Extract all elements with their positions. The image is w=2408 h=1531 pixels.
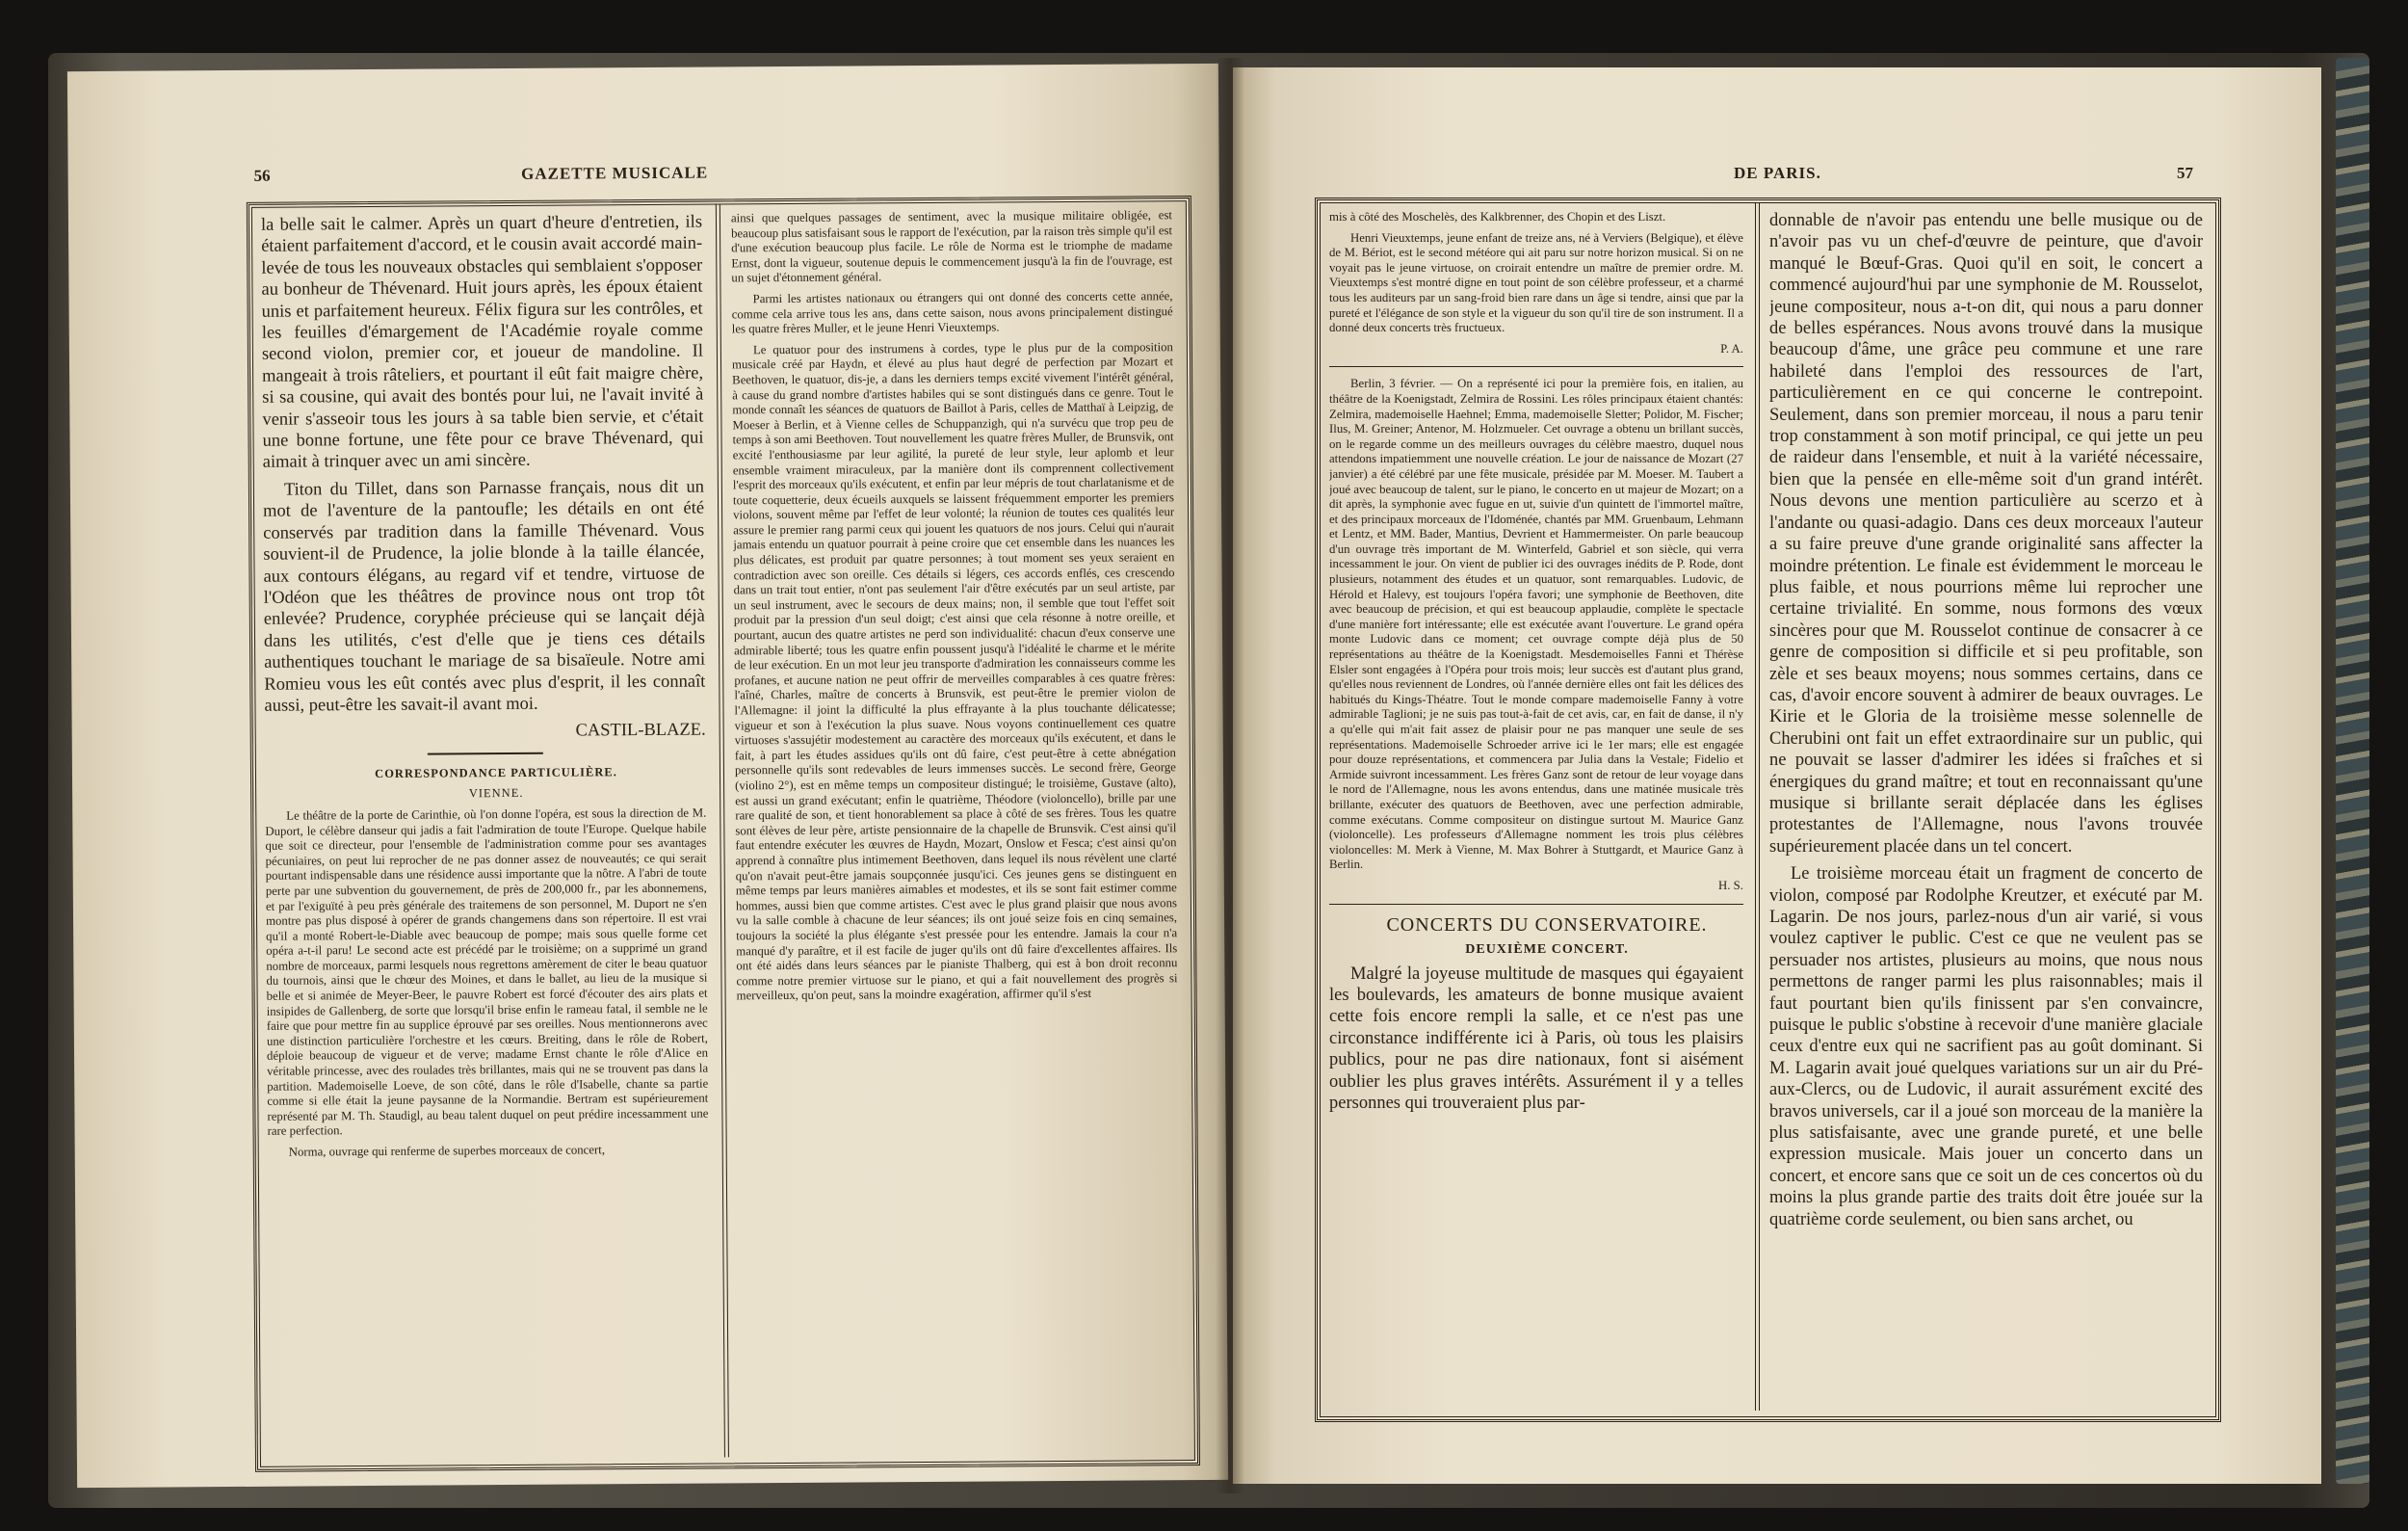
running-head-right: DE PARIS. xyxy=(1734,164,1821,182)
left-column-2 xyxy=(731,208,1181,1454)
left-column-1 xyxy=(261,212,711,1458)
section-divider xyxy=(1329,904,1743,905)
right-column-2 xyxy=(1769,210,2203,1410)
left-page xyxy=(67,64,1228,1488)
right-column-rule xyxy=(1755,203,1760,1411)
section-divider xyxy=(1329,366,1743,367)
paragraph: la belle sait le calmer. Après un quart d'heure d'entretien, ils étaient parfaitement d'accord, et le cousin avait accordé main-levée de tous les nouveaux obstacles qui semblaient s'opposer au bonheur de Thévenard. Huit jours après, les époux étaient unis et parfaitement heureux. Félix figura sur les contrôles, et les feuilles d'émargement de l'Académie royale comme second violon, premier cor, et joueur de mandoline. Il mangeait à trois râteliers, et pourtant il eût fait maigre chère, si sa cousine, qui avait des bontés pour lui, ne l'avait invité à venir s'asseoir tous les jours à sa table bien servie, et c'était une bonne fortune, une fête pour ce brave Thévenard, qui aimait à trinquer avec un ami sincère. xyxy=(260,212,704,473)
signature: CASTIL-BLAZE. xyxy=(575,720,706,741)
paragraph: Malgré la joyeuse multitude de masques qui égayaient les boulevards, les amateurs de bonne musique avaient cette fois encore rempli la salle, et ce n'est pas une circonstance indifférente ici à Paris, où tous les plaisirs publics, pour ne pas dire nationaux, font si aisément oublier les plus graves intérêts. Assurément il y a telles personnes qui trouveraient plus par- xyxy=(1329,963,1743,1113)
concert-subtitle: DEUXIÈME CONCERT. xyxy=(1465,941,1629,957)
paragraph: Titon du Tillet, dans son Parnasse français, nous dit un mot de l'aventure de la pantoufle; les détails en ont été conservés par tradition dans la famille Thévenard. Vous souvient-il de Prudence, la jolie blonde à la taille élancée, aux contours élégans, au regard vif et tendre, virtuose de l'Odéon que les théâtres de province nous ont trop tôt enlevée? Prudence, coryphée précieuse qui se lançait déjà dans les utilités, c'est d'elle que je tiens ces détails authentiques touchant le mariage de sa bisaïeule. Notre ami Romieu vous les eût contés avec plus d'esprit, il les connaît aussi, peut-être les savait-il avant moi. xyxy=(263,477,706,716)
section-heading: CORRESPONDANCE PARTICULIÈRE. xyxy=(375,764,617,780)
marbled-page-edge xyxy=(2336,58,2369,1484)
signature: P. A. xyxy=(1720,341,1743,356)
concert-title: CONCERTS DU CONSERVATOIRE. xyxy=(1386,913,1708,936)
paragraph: Le troisième morceau était un fragment de concerto de violon, composé par Rodolphe Kreutzer, et exécuté par M. Lagarin. De nos jours, parlez-nous d'un air varié, si vous voulez captiver le public. C'est ce que ne veulent pas se persuader nos artistes, plusieurs au moins, que nous nous permettons de ranger parmi les plus raisonnables; mais il faut pourtant bien qu'ils finissent par s'en convaincre, puisque le public s'obstine à recevoir d'une manière glaciale ceux d'entre eux qui ne sacrifient pas au goût dominant. Si M. Lagarin avait joué quelques variations sur un air du Pré-aux-Clercs, ou de Ludovic, il aurait assurément excité des bravos universels, car il a joué son morceau de la manière la plus satisfaisante, avec une grande pureté, et une belle expression musicale. Mais jouer un concerto dans un concert, et encore sans que ce soit un de ces concertos où du moins la plus grande partie des traits doit être jouée sur la quatrième corde seulement, ou bien sans archet, ou xyxy=(1769,864,2203,1229)
book-gutter xyxy=(1216,58,1244,1493)
paragraph: Norma, ouvrage qui renferme de superbes morceaux de concert, xyxy=(288,1143,606,1159)
page-number-left: 56 xyxy=(253,166,271,185)
signature: H. S. xyxy=(1718,878,1743,892)
paragraph: Berlin, 3 février. — On a représenté ici pour la première fois, en italien, au théâtre de la Koenigstadt, Zelmira de Rossini. Les rôles principaux étaient chantés: Zelmira, mademoiselle Haehnel; Emma, mademoiselle Sletter; Polidor, M. Fischer; Ilus, M. Greiner; Antenor, M. Holzmueler. Cet ouvrage a obtenu un brillant succès, on le regarde comme un des meilleurs ouvrages du célèbre maestro, duquel nous attendons impatiemment une nouvelle création. Le jour de naissance de Mozart (27 janvier) a été célébré par une fête musicale, présidée par M. Moeser. M. Taubert a joué avec beaucoup de talent, sur le piano, le concerto en ut majeur de Mozart; on a dit après, la symphonie avec fugue en ut, suivie d'un quintett de l'immortel maître, et des principaux morceaux de l'Idoménée, chantés par MM. Gruenbaum, Lehmann et Lentz, et MM. Bader, Mantius, Devrient et Hammermeister. On parle beaucoup d'un ouvrage très important de M. Winterfeld, Gabriel et son siècle, qui verra incessamment le jour. On vient de publier ici des ouvrages inédits de P. Rode, dont plusieurs, notamment des études et un quatuor, sont remarquables. Ludovic, de Hérold et Halevy, est toujours l'opéra favori; une symphonie de Beethoven, dite avec beaucoup de précision, et qui est beaucoup applaudie, complète le spectacle d'une manière fort intéressante; elle est exécutée avant l'ouverture. Le grand opéra monte Ludovic dans ce moment; cet ouvrage compte déjà plus de 50 représentations au théâtre de la Koenigstadt. Mesdemoiselles Fanni et Thérèse Elsler sont engagées à l'Opéra pour trois mois; leur succès est d'autant plus grand, qu'elles nous reviennent de Londres, où l'année dernière elles ont fait les délices des habitués du Kings-Théatre. Tout le monde compare mademoiselle Fanny à votre admirable Taglioni; je ne suis pas tout-à-fait de cet avis, car, en fait de danse, il n'y a qu'elle qui m'ait fait assez de plaisir pour ne pas manquer une seule de ses représentations. Mademoiselle Schroeder arrive ici le 1er mars; elle est engagée pour douze représentations, et commencera par Julia dans la Vestale; Fidelio et Armide suivront incessamment. Les frères Ganz sont de retour de leur voyage dans le nord de l'Allemagne, nous les avons entendus, dans une matinée musicale très brillante, exécuter des quatuors de Beethoven, avec une perfection admirable, comme exécutans. Comme compositeur on distingue surtout M. Maurice Ganz (violoncelle). Les professeurs d'Allemagne nomment les trois plus célèbres violoncelles: M. Merk à Vienne, M. Max Bohrer à Stuttgardt, et Maurice Ganz à Berlin. xyxy=(1329,377,1743,872)
paragraph: ainsi que quelques passages de sentiment, avec la musique militaire obligée, est beaucoup plus satisfaisant sous le rapport de l'exécution, par la raison très simple qu'il est d'une exécution beaucoup plus facile. Le rôle de Norma est le triomphe de madame Ernst, dont la vigueur, soutenue depuis le commencement jusqu'à la fin de l'ouvrage, est un sujet d'étonnement général. xyxy=(730,208,1173,285)
city-heading: VIENNE. xyxy=(468,786,524,801)
paragraph: Parmi les artistes nationaux ou étrangers qui ont donné des concerts cette année, comme cela arrive tous les ans, dans cette saison, nous avons principalement distingué les quatre frères Muller, et le jeune Henri Vieuxtemps. xyxy=(731,289,1173,336)
page-number-right: 57 xyxy=(2177,164,2193,182)
right-column-1 xyxy=(1329,210,1743,1410)
right-page xyxy=(1233,67,2321,1484)
paragraph: Le quatuor pour des instrumens à cordes, type le plus pur de la composition musicale créé par Haydn, et élevé au plus haut degré de perfection par Mozart et Beethoven, le quatuor, dis-je, a dans les derniers temps excité vivement l'intérêt général, à cause du grand nombre d'artistes habiles qui se sont distingués dans ce genre. Tout le monde connaît les séances de quatuors de Baillot à Paris, celles de Matthaï à Leipzig, de Moeser à Berlin, et à Vienne celles de Schuppanzigh, qui n'a survécu que trop peu de temps à son ami Beethoven. Tout nouvellement les quatre frères Muller, de Brunsvik, ont excité l'enthousiasme par leur agilité, la pureté de leur style, leur aplomb et leur ensemble vraiment miraculeux, par la manière dont ils comprennent collectivement l'esprit des morceaux qu'ils exécutent, et enfin par leur mépris de tout charlatanisme et de toute coquetterie, deux écueils auxquels se laissent fréquemment emporter les premiers violons, souvent même par l'effet de leur volonté; la réunion de toutes ces qualités leur assure le premier rang parmi ceux qui jouent les quatuors de nos jours. Celui qui n'aurait jamais entendu un quatuor pourrait à peine croire que cet ensemble dans les nuances les plus délicates, est produit par quatre personnes; à tout moment ses yeux seraient en contradiction avec son oreille. Ces détails si légers, ces accords enflés, ces crescendo dans un trait tout entier, n'ont pas seulement l'air d'être exécutés par un seul artiste, par un seul instrument, avec le secours de deux mains; non, il semble que tout l'effet soit produit par la pression d'un seul doigt; c'est ainsi que cela résonne à notre oreille, et pourtant, aucun des quatre artistes ne perd son individualité: chacun d'eux conserve une admirable liberté; tous les quatre enfin poussent jusqu'à l'idéalité le charme et le mérite de leur exécution. En un mot leur jeu transporte d'admiration les connaisseurs comme les profanes, et aucune nation ne peut offrir de merveilles comparables à ces quatre frères: l'aîné, Charles, maître de concerts à Brunsvik, est peut-être le premier violon de l'Allemagne: il joint la difficulté la plus effrayante à la plus touchante délicatesse; vigueur et son à l'exécution la plus suave. Nous voyons continuellement ces quatre virtuoses s'assujétir modestement au caractère des morceaux qu'ils exécutent, et dans le fait, à part les études assidues qu'ils ont dû faire, c'est peut-être à cette abnégation personnelle qu'ils sont redevables de leurs immenses succès. Le second frère, George (violino 2°), est en même temps un compositeur distingué; le troisième, Gustave (alto), est aussi un grand exécutant; enfin le quatrième, Théodore (violoncello), brille par une rare qualité de son, et tient honorablement sa place à côté de ses frères. Tous les quatre sont élèves de leur père, artiste pensionnaire de la chapelle de Brunsvik. C'est ainsi qu'il faut entendre exécuter les œuvres de Haydn, Mozart, Onslow et Fesca; c'est ainsi qu'on apprend à connaître plus intimement Beethoven, dans lequel ils nous révèlent une clarté qu'on n'avait peut-être jamais soupçonnée jusqu'ici. Ces jeunes gens se distinguent en même temps par leurs manières aimables et modestes, et ils se sont fait estimer comme hommes, aussi bien que comme artistes. C'est avec le plus grand plaisir que nous avons vu la salle comble à chacune de leur séances; ils ont joué seize fois en cinq semaines, toujours la société la plus élégante s'est pressée pour les entendre. Jamais la cour n'a manqué d'y paraître, et il est facile de juger qu'ils ont dû faire d'excellentes affaires. Ils ont été aidés dans leurs séances par le pianiste Thalberg, qui est à bon droit reconnu comme notre premier virtuose sur le piano, et qui a fait nouvellement des progrès si merveilleux, qu'on peut, sans la moindre exagération, affirmer qu'il s'est xyxy=(731,339,1178,1003)
paragraph: Henri Vieuxtemps, jeune enfant de treize ans, né à Verviers (Belgique), et élève de M. Bériot, est le second météore qui ait paru sur notre horizon musical. Si on ne voyait pas le jeune virtuose, on croirait entendre un maître de premier ordre. M. Vieuxtemps s'est montré digne en tout point de son célèbre professeur, et a charmé tous les auditeurs par un sang-froid bien rare dans un âge si tendre, ainsi que par la pureté et l'élégance de son style et la vigueur du son qu'il tire de son instrument. Il a donné deux concerts très fructueux. xyxy=(1329,230,1743,335)
paragraph: donnable de n'avoir pas entendu une belle musique ou de n'avoir pas vu un chef-d'œuvre de peinture, que d'avoir manqué le Bœuf-Gras. Quoi qu'il en soit, le concert a commencé aujourd'hui par une symphonie de M. Rousselot, jeune compositeur, nous a-t-on dit, qui nous a paru donner de belles espérances. Nous avons trouvé dans la musique beaucoup d'âme, une grâce peu commune et une rare habileté dans l'emploi des ressources de l'art, particulièrement en ce qui concerne le contrepoint. Seulement, dans son premier morceau, il nous a paru tenir trop constamment à son motif principal, ce qui jette un peu de raideur dans l'ensemble, et nuit à la variété nécessaire, bien que la pensée en elle-même soit d'un grand intérêt. Nous devons une mention particulière au scerzo et à l'andante ou quasi-adagio. Dans ces deux morceaux l'auteur a su faire preuve d'une grande originalité sans affecter la moindre prétention. Le finale est évidemment le morceau le plus faible, et nous pourrions même lui reprocher une certaine trivialité. En somme, nous formons des vœux sincères pour que M. Rousselot continue de consacrer à ce genre de composition si difficile et si peu profitable, son zèle et ses beaux moyens; nous sommes certains, dans ce cas, d'avoir encore souvent à admirer de beaux ouvrages. Le Kirie et le Gloria de la troisième messe solennelle de Cherubini ont fait un effet extraordinaire sur un public, qui ne pouvait se lasser d'admirer les idées si fraîches et si énergiques du grand maître; et tout en reconnaissant qu'une musique si brillante serait déplacée dans les églises protestantes de l'Allemagne, nous l'avons trouvée supérieurement placée dans un tel concert. xyxy=(1769,211,2203,857)
paragraph: mis à côté des Moschelès, des Kalkbrenner, des Chopin et des Liszt. xyxy=(1329,210,1666,224)
running-head-left: GAZETTE MUSICALE xyxy=(521,163,709,183)
section-divider xyxy=(428,752,543,755)
paragraph: Le théâtre de la porte de Carinthie, où l'on donne l'opéra, est sous la direction de M. Duport, le célèbre danseur qui jadis a fait l'admiration de toute l'Europe. Quelque habile que soit ce directeur, pour l'ensemble de l'administration comme pour ses avantages pécuniaires, on peut lui reprocher de ne pas donner assez de nouveautés; ce qui serait pourtant indispensable dans une résidence aussi importante que la nôtre. A l'abri de toute perte par une subvention du gouvernement, de près de 200,000 fr., par les abonnemens, et par l'exiguïté à peu près générale des traitemens de son personnel, M. Duport ne s'en montre pas plus disposé à opérer de grands changemens dans son répertoire. Il est vrai qu'il a monté Robert-le-Diable avec beaucoup de pompe; mais sous quelle forme cet opéra a-t-il paru! Le second acte est précédé par le troisième; on a supprimé un grand nombre de morceaux, parmi lesquels nous regrettons amèrement de citer le beau quatuor du tournois, ainsi que le chœur des Moines, et dans le ballet, au lieu de la musique si belle et si animée de Meyer-Beer, le pauvre Robert est forcé d'écouter des airs plats et insipides de Gallenberg, de sorte que lorsqu'il brise enfin le rameau fatal, il semble ne le faire que pour mettre fin au supplice éprouvé par ses oreilles. Nous mentionnerons avec une distinction particulière l'orchestre et les cœurs. Breiting, dans le rôle de Robert, déploie beaucoup de vigueur et de verve; madame Ernst chante le rôle d'Alice en véritable princesse, avec des roulades très brillantes, mais qui ne se trouvent pas dans la partition. Mademoiselle Loeve, de son côté, dans le rôle d'Isabelle, chante sa partie comme si elle était la jeune paysanne de la Normandie. Bertram est supérieurement représenté par M. Th. Staudigl, au beau talent duquel on peut prédire incessamment une rare perfection. xyxy=(265,805,709,1139)
